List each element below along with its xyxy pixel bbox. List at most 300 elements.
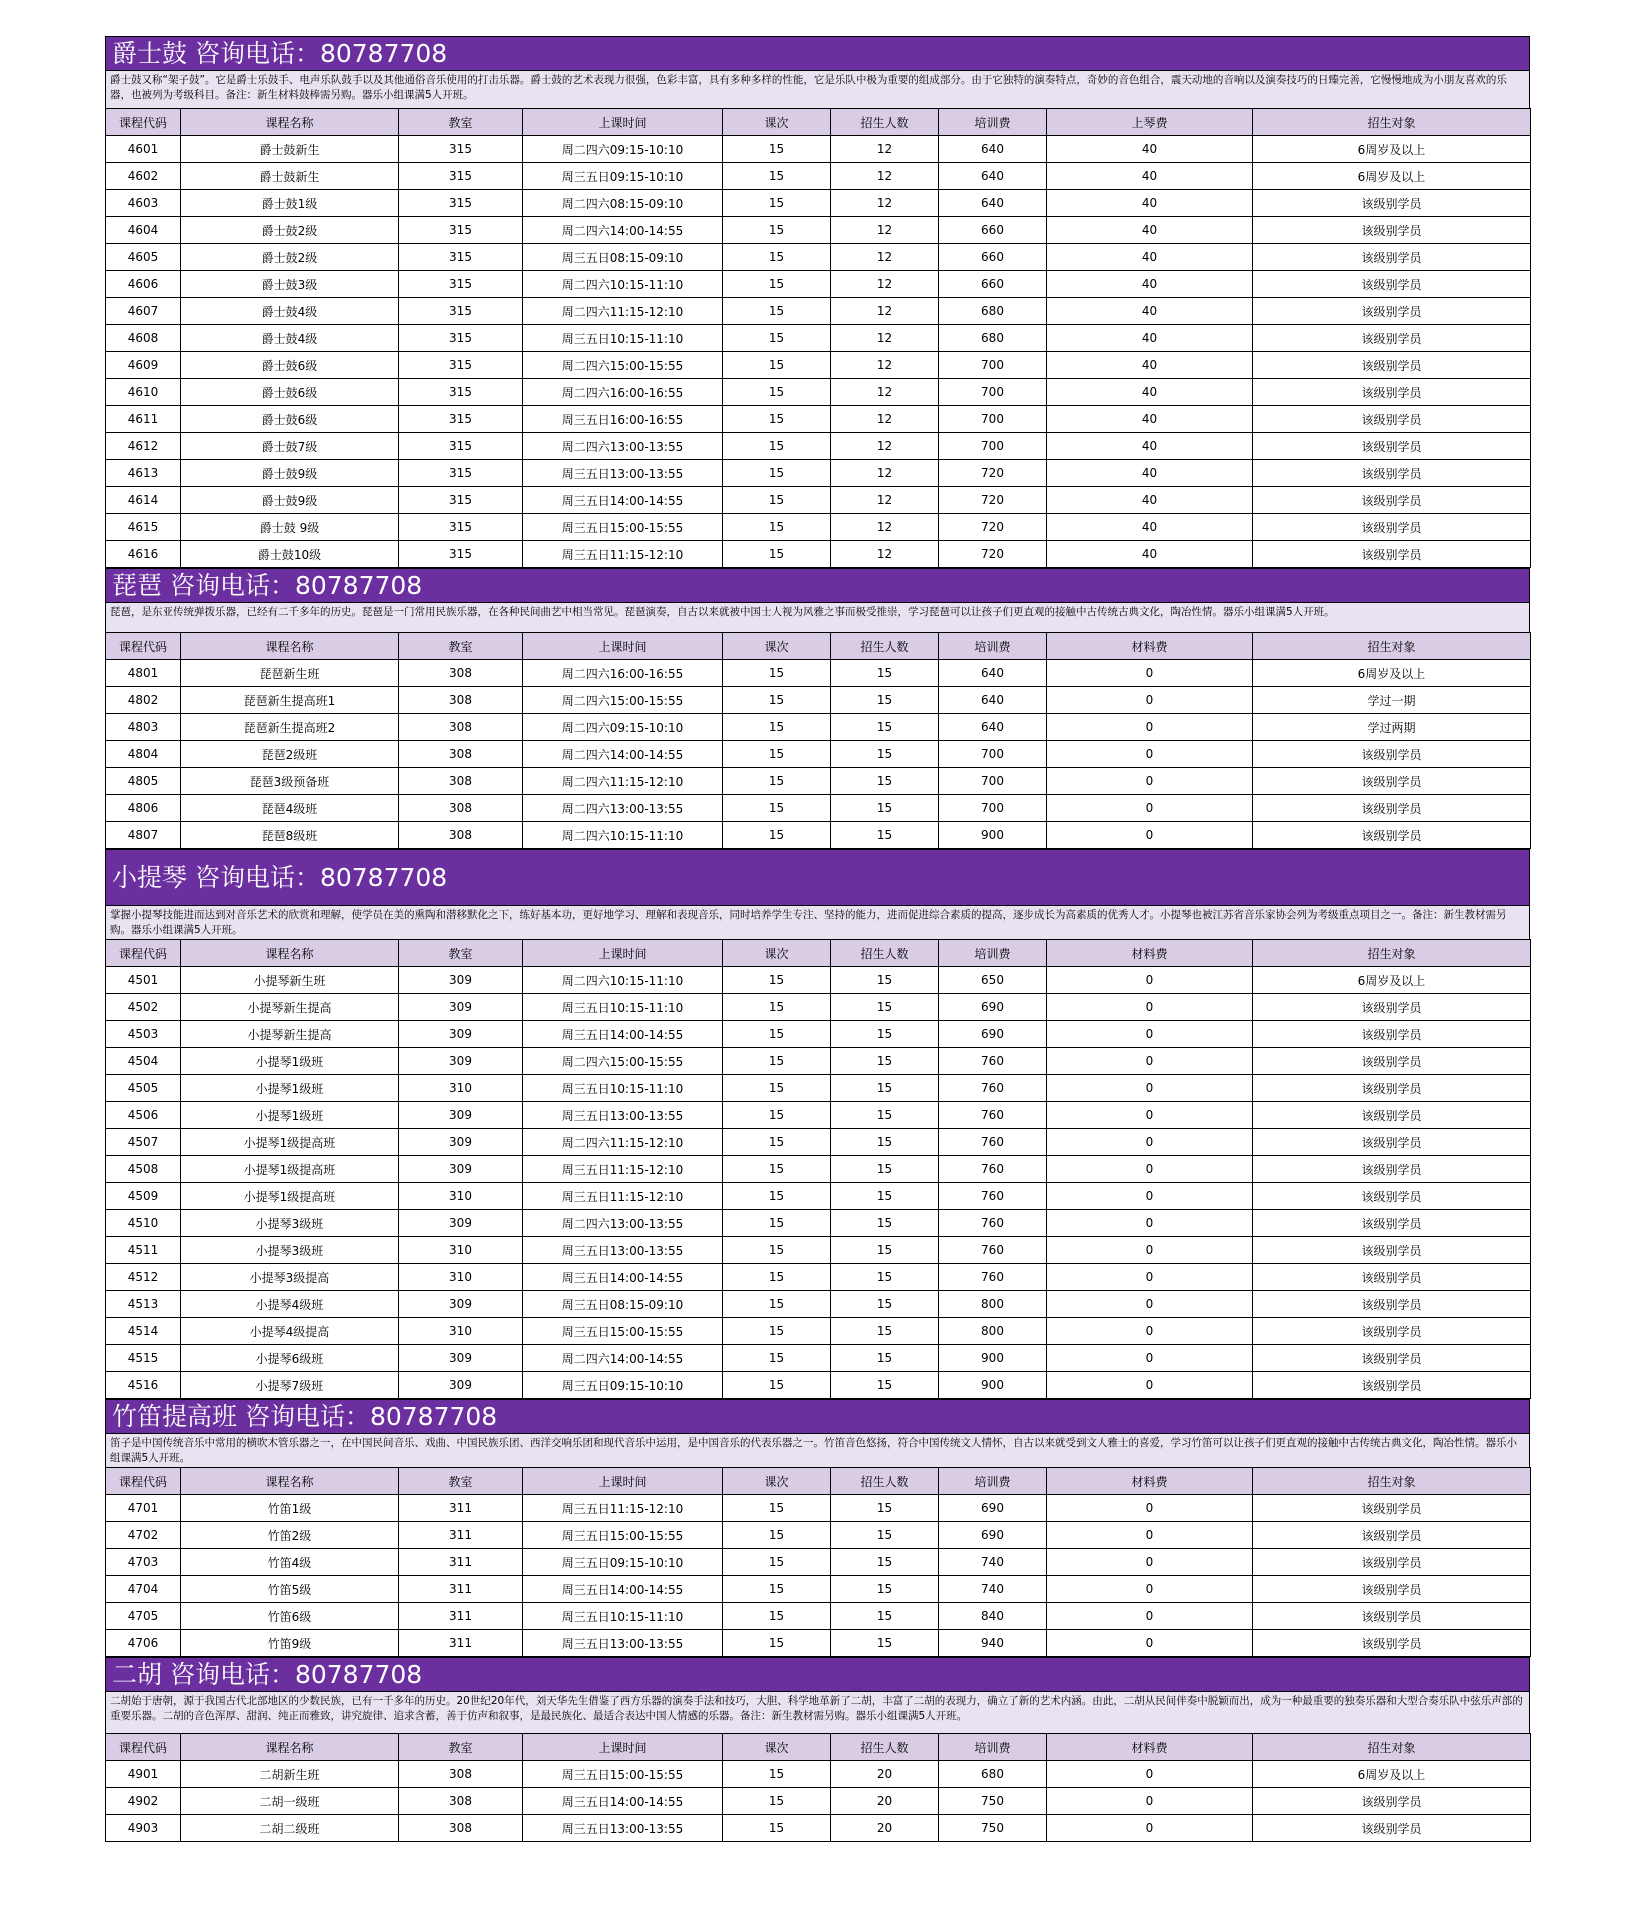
table-row bbox=[106, 406, 1531, 433]
table-cell: 周三五日14:00-14:55 bbox=[523, 487, 723, 514]
table-cell: 竹笛6级 bbox=[181, 1603, 399, 1630]
table-row bbox=[106, 1603, 1531, 1630]
table-cell: 309 bbox=[399, 1291, 523, 1318]
table-cell: 琵琶8级班 bbox=[181, 822, 399, 849]
table-cell: 周二四六14:00-14:55 bbox=[523, 1345, 723, 1372]
table-cell: 309 bbox=[399, 1156, 523, 1183]
table-row bbox=[106, 1815, 1531, 1842]
table-cell: 15 bbox=[831, 1129, 939, 1156]
column-header: 材料费 bbox=[1047, 1734, 1253, 1761]
table-cell: 该级别学员 bbox=[1253, 1522, 1531, 1549]
table-cell: 700 bbox=[939, 795, 1047, 822]
table-cell: 15 bbox=[831, 967, 939, 994]
table-cell: 20 bbox=[831, 1761, 939, 1788]
column-header: 课程名称 bbox=[181, 633, 399, 660]
table-cell: 311 bbox=[399, 1549, 523, 1576]
table-header-row bbox=[106, 1468, 1531, 1495]
table-cell: 琵琶新生班 bbox=[181, 660, 399, 687]
column-header: 课次 bbox=[723, 940, 831, 967]
table-cell: 12 bbox=[831, 190, 939, 217]
table-cell: 40 bbox=[1047, 514, 1253, 541]
table-cell: 爵士鼓7级 bbox=[181, 433, 399, 460]
table-cell: 6周岁及以上 bbox=[1253, 163, 1531, 190]
table-row bbox=[106, 1210, 1531, 1237]
table-cell: 315 bbox=[399, 217, 523, 244]
table-cell: 315 bbox=[399, 244, 523, 271]
table-cell: 周二四六15:00-15:55 bbox=[523, 1048, 723, 1075]
table-cell: 12 bbox=[831, 487, 939, 514]
table-cell: 小提琴4级班 bbox=[181, 1291, 399, 1318]
table-cell: 0 bbox=[1047, 1761, 1253, 1788]
section-description: 琵琶，是东亚传统弹拨乐器，已经有二千多年的历史。琵琶是一门常用民族乐器，在各种民间曲艺中相当常见。琵琶演奏，自古以来就被中国士人视为风雅之事而极受推崇，学习琵琶可以让孩子们更直观的接触中古传统古典文化，陶冶性情。器乐小组课满5人开班。 bbox=[105, 602, 1530, 632]
table-cell: 琵琶2级班 bbox=[181, 741, 399, 768]
table-cell: 315 bbox=[399, 541, 523, 568]
table-cell: 15 bbox=[831, 741, 939, 768]
table-cell: 15 bbox=[723, 1075, 831, 1102]
table-cell: 0 bbox=[1047, 660, 1253, 687]
table-cell: 周三五日14:00-14:55 bbox=[523, 1021, 723, 1048]
table-cell: 4608 bbox=[106, 325, 181, 352]
table-cell: 4615 bbox=[106, 514, 181, 541]
table-cell: 15 bbox=[723, 271, 831, 298]
table-cell: 琵琶4级班 bbox=[181, 795, 399, 822]
table-cell: 20 bbox=[831, 1815, 939, 1842]
table-cell: 该级别学员 bbox=[1253, 768, 1531, 795]
table-cell: 0 bbox=[1047, 1630, 1253, 1657]
table-cell: 680 bbox=[939, 298, 1047, 325]
column-header: 招生人数 bbox=[831, 1734, 939, 1761]
table-cell: 该级别学员 bbox=[1253, 514, 1531, 541]
table-cell: 15 bbox=[831, 1210, 939, 1237]
section-dizi bbox=[105, 1399, 1530, 1657]
table-cell: 0 bbox=[1047, 1102, 1253, 1129]
table-cell: 周二四六14:00-14:55 bbox=[523, 741, 723, 768]
table-cell: 740 bbox=[939, 1549, 1047, 1576]
course-table bbox=[105, 632, 1531, 849]
table-cell: 周三五日11:15-12:10 bbox=[523, 1495, 723, 1522]
table-cell: 760 bbox=[939, 1129, 1047, 1156]
table-cell: 15 bbox=[723, 163, 831, 190]
table-cell: 周二四六10:15-11:10 bbox=[523, 967, 723, 994]
table-cell: 700 bbox=[939, 352, 1047, 379]
table-cell: 4512 bbox=[106, 1264, 181, 1291]
table-cell: 0 bbox=[1047, 1021, 1253, 1048]
table-cell: 爵士鼓2级 bbox=[181, 217, 399, 244]
table-row bbox=[106, 352, 1531, 379]
table-cell: 680 bbox=[939, 1761, 1047, 1788]
table-cell: 310 bbox=[399, 1264, 523, 1291]
table-row bbox=[106, 1372, 1531, 1399]
table-row bbox=[106, 1291, 1531, 1318]
table-cell: 4806 bbox=[106, 795, 181, 822]
table-row bbox=[106, 379, 1531, 406]
table-cell: 12 bbox=[831, 406, 939, 433]
column-header: 课次 bbox=[723, 1468, 831, 1495]
table-cell: 15 bbox=[723, 967, 831, 994]
table-cell: 12 bbox=[831, 217, 939, 244]
table-cell: 周二四六16:00-16:55 bbox=[523, 379, 723, 406]
table-cell: 315 bbox=[399, 163, 523, 190]
table-cell: 311 bbox=[399, 1522, 523, 1549]
table-cell: 周三五日15:00-15:55 bbox=[523, 514, 723, 541]
table-cell: 该级别学员 bbox=[1253, 994, 1531, 1021]
table-cell: 15 bbox=[831, 1021, 939, 1048]
table-cell: 15 bbox=[831, 768, 939, 795]
table-cell: 308 bbox=[399, 795, 523, 822]
table-cell: 小提琴新生提高 bbox=[181, 994, 399, 1021]
table-cell: 15 bbox=[723, 1345, 831, 1372]
table-cell: 4612 bbox=[106, 433, 181, 460]
table-cell: 0 bbox=[1047, 1210, 1253, 1237]
table-cell: 该级别学员 bbox=[1253, 217, 1531, 244]
table-cell: 周三五日16:00-16:55 bbox=[523, 406, 723, 433]
table-cell: 40 bbox=[1047, 433, 1253, 460]
table-cell: 15 bbox=[723, 1021, 831, 1048]
table-cell: 308 bbox=[399, 660, 523, 687]
table-cell: 15 bbox=[831, 1495, 939, 1522]
table-cell: 640 bbox=[939, 687, 1047, 714]
table-cell: 0 bbox=[1047, 1495, 1253, 1522]
table-cell: 309 bbox=[399, 1129, 523, 1156]
table-cell: 15 bbox=[723, 1372, 831, 1399]
table-row bbox=[106, 1021, 1531, 1048]
table-cell: 该级别学员 bbox=[1253, 1183, 1531, 1210]
table-cell: 周二四六13:00-13:55 bbox=[523, 795, 723, 822]
table-row bbox=[106, 1630, 1531, 1657]
table-cell: 311 bbox=[399, 1495, 523, 1522]
table-cell: 0 bbox=[1047, 768, 1253, 795]
table-cell: 0 bbox=[1047, 1815, 1253, 1842]
table-cell: 40 bbox=[1047, 136, 1253, 163]
table-cell: 4606 bbox=[106, 271, 181, 298]
section-title: 爵士鼓 咨询电话：80787708 bbox=[105, 36, 1530, 70]
column-header: 课程代码 bbox=[106, 1468, 181, 1495]
table-cell: 640 bbox=[939, 714, 1047, 741]
table-cell: 310 bbox=[399, 1183, 523, 1210]
table-cell: 爵士鼓新生 bbox=[181, 136, 399, 163]
table-cell: 该级别学员 bbox=[1253, 1630, 1531, 1657]
table-cell: 15 bbox=[723, 741, 831, 768]
table-cell: 周三五日11:15-12:10 bbox=[523, 541, 723, 568]
table-cell: 4901 bbox=[106, 1761, 181, 1788]
table-cell: 周二四六11:15-12:10 bbox=[523, 298, 723, 325]
table-cell: 4802 bbox=[106, 687, 181, 714]
table-cell: 315 bbox=[399, 325, 523, 352]
table-cell: 15 bbox=[723, 1630, 831, 1657]
table-cell: 15 bbox=[831, 1183, 939, 1210]
table-cell: 0 bbox=[1047, 1291, 1253, 1318]
column-header: 培训费 bbox=[939, 1734, 1047, 1761]
table-cell: 周二四六08:15-09:10 bbox=[523, 190, 723, 217]
table-cell: 740 bbox=[939, 1576, 1047, 1603]
table-cell: 该级别学员 bbox=[1253, 1264, 1531, 1291]
table-cell: 0 bbox=[1047, 1237, 1253, 1264]
table-cell: 15 bbox=[723, 541, 831, 568]
table-cell: 309 bbox=[399, 994, 523, 1021]
table-cell: 二胡一级班 bbox=[181, 1788, 399, 1815]
table-cell: 该级别学员 bbox=[1253, 298, 1531, 325]
table-cell: 0 bbox=[1047, 822, 1253, 849]
section-title: 二胡 咨询电话：80787708 bbox=[105, 1657, 1530, 1691]
column-header: 教室 bbox=[399, 1734, 523, 1761]
table-cell: 315 bbox=[399, 298, 523, 325]
table-row bbox=[106, 1048, 1531, 1075]
table-cell: 4807 bbox=[106, 822, 181, 849]
table-cell: 该级别学员 bbox=[1253, 741, 1531, 768]
table-cell: 该级别学员 bbox=[1253, 433, 1531, 460]
table-cell: 4513 bbox=[106, 1291, 181, 1318]
table-cell: 12 bbox=[831, 433, 939, 460]
table-row bbox=[106, 768, 1531, 795]
table-cell: 周二四六10:15-11:10 bbox=[523, 271, 723, 298]
table-cell: 0 bbox=[1047, 1183, 1253, 1210]
table-cell: 900 bbox=[939, 822, 1047, 849]
course-table bbox=[105, 939, 1531, 1399]
table-cell: 15 bbox=[831, 1603, 939, 1630]
table-cell: 小提琴新生提高 bbox=[181, 1021, 399, 1048]
table-cell: 周三五日09:15-10:10 bbox=[523, 1372, 723, 1399]
column-header: 培训费 bbox=[939, 633, 1047, 660]
table-row bbox=[106, 514, 1531, 541]
table-cell: 学过两期 bbox=[1253, 714, 1531, 741]
table-cell: 爵士鼓4级 bbox=[181, 298, 399, 325]
table-cell: 640 bbox=[939, 190, 1047, 217]
table-row bbox=[106, 325, 1531, 352]
table-row bbox=[106, 1237, 1531, 1264]
table-cell: 720 bbox=[939, 460, 1047, 487]
table-cell: 竹笛9级 bbox=[181, 1630, 399, 1657]
table-cell: 690 bbox=[939, 1495, 1047, 1522]
table-cell: 小提琴1级班 bbox=[181, 1102, 399, 1129]
table-row bbox=[106, 967, 1531, 994]
table-cell: 309 bbox=[399, 1102, 523, 1129]
table-cell: 15 bbox=[723, 768, 831, 795]
table-cell: 760 bbox=[939, 1048, 1047, 1075]
table-cell: 315 bbox=[399, 352, 523, 379]
table-cell: 周三五日13:00-13:55 bbox=[523, 1102, 723, 1129]
table-cell: 309 bbox=[399, 967, 523, 994]
table-cell: 640 bbox=[939, 163, 1047, 190]
table-cell: 6周岁及以上 bbox=[1253, 660, 1531, 687]
table-cell: 0 bbox=[1047, 1156, 1253, 1183]
table-cell: 15 bbox=[831, 687, 939, 714]
table-cell: 0 bbox=[1047, 1549, 1253, 1576]
table-cell: 15 bbox=[723, 1048, 831, 1075]
table-cell: 308 bbox=[399, 768, 523, 795]
table-cell: 4504 bbox=[106, 1048, 181, 1075]
table-row bbox=[106, 1549, 1531, 1576]
table-cell: 40 bbox=[1047, 163, 1253, 190]
table-cell: 周三五日11:15-12:10 bbox=[523, 1156, 723, 1183]
section-pipa bbox=[105, 568, 1530, 849]
table-cell: 12 bbox=[831, 352, 939, 379]
table-cell: 小提琴4级提高 bbox=[181, 1318, 399, 1345]
section-description: 二胡始于唐朝，源于我国古代北部地区的少数民族，已有一千多年的历史。20世纪20年代，刘天华先生借鉴了西方乐器的演奏手法和技巧，大胆、科学地革新了二胡，丰富了二胡的表现力，确立了新的艺术内涵。由此，二胡从民间伴奏中脱颖而出，成为一种最重要的独奏乐器和大型合奏乐队中弦乐声部的重要乐器。二胡的音色浑厚、甜润、纯正而雅致，讲究旋律、追求含蓄，善于仿声和叙事，是最民族化、最适合表达中国人情感的乐器。备注：新生教材需另购。器乐小组课满5人开班。 bbox=[105, 1691, 1530, 1733]
table-cell: 该级别学员 bbox=[1253, 1603, 1531, 1630]
table-cell: 310 bbox=[399, 1075, 523, 1102]
column-header: 材料费 bbox=[1047, 1468, 1253, 1495]
table-cell: 爵士鼓 9级 bbox=[181, 514, 399, 541]
table-cell: 该级别学员 bbox=[1253, 1048, 1531, 1075]
table-cell: 15 bbox=[723, 352, 831, 379]
table-cell: 4902 bbox=[106, 1788, 181, 1815]
table-cell: 315 bbox=[399, 190, 523, 217]
column-header: 课程代码 bbox=[106, 633, 181, 660]
table-row bbox=[106, 1318, 1531, 1345]
table-cell: 900 bbox=[939, 1345, 1047, 1372]
table-cell: 小提琴1级班 bbox=[181, 1075, 399, 1102]
table-row bbox=[106, 1576, 1531, 1603]
table-cell: 小提琴1级班 bbox=[181, 1048, 399, 1075]
table-cell: 0 bbox=[1047, 967, 1253, 994]
table-cell: 小提琴1级提高班 bbox=[181, 1183, 399, 1210]
table-cell: 800 bbox=[939, 1291, 1047, 1318]
table-cell: 4603 bbox=[106, 190, 181, 217]
table-cell: 940 bbox=[939, 1630, 1047, 1657]
table-cell: 15 bbox=[723, 1129, 831, 1156]
table-cell: 0 bbox=[1047, 1345, 1253, 1372]
table-cell: 4805 bbox=[106, 768, 181, 795]
table-cell: 0 bbox=[1047, 994, 1253, 1021]
table-cell: 760 bbox=[939, 1102, 1047, 1129]
table-cell: 4514 bbox=[106, 1318, 181, 1345]
table-cell: 4506 bbox=[106, 1102, 181, 1129]
column-header: 课程代码 bbox=[106, 940, 181, 967]
table-cell: 0 bbox=[1047, 1788, 1253, 1815]
table-cell: 该级别学员 bbox=[1253, 244, 1531, 271]
table-cell: 308 bbox=[399, 1815, 523, 1842]
table-row bbox=[106, 687, 1531, 714]
table-cell: 40 bbox=[1047, 271, 1253, 298]
column-header: 教室 bbox=[399, 633, 523, 660]
table-cell: 4803 bbox=[106, 714, 181, 741]
table-cell: 15 bbox=[723, 514, 831, 541]
table-cell: 640 bbox=[939, 660, 1047, 687]
table-cell: 0 bbox=[1047, 1075, 1253, 1102]
table-cell: 4605 bbox=[106, 244, 181, 271]
table-cell: 40 bbox=[1047, 406, 1253, 433]
table-row bbox=[106, 1788, 1531, 1815]
table-cell: 308 bbox=[399, 714, 523, 741]
table-cell: 0 bbox=[1047, 1264, 1253, 1291]
table-cell: 15 bbox=[723, 1318, 831, 1345]
table-cell: 二胡新生班 bbox=[181, 1761, 399, 1788]
course-table bbox=[105, 1733, 1531, 1842]
table-cell: 0 bbox=[1047, 1372, 1253, 1399]
table-row bbox=[106, 1102, 1531, 1129]
column-header: 课程代码 bbox=[106, 1734, 181, 1761]
table-cell: 该级别学员 bbox=[1253, 1129, 1531, 1156]
table-cell: 4516 bbox=[106, 1372, 181, 1399]
table-row bbox=[106, 1129, 1531, 1156]
table-cell: 15 bbox=[723, 795, 831, 822]
table-cell: 0 bbox=[1047, 1048, 1253, 1075]
table-cell: 小提琴7级班 bbox=[181, 1372, 399, 1399]
table-cell: 该级别学员 bbox=[1253, 1210, 1531, 1237]
table-cell: 309 bbox=[399, 1210, 523, 1237]
table-row bbox=[106, 1522, 1531, 1549]
table-cell: 竹笛4级 bbox=[181, 1549, 399, 1576]
table-cell: 309 bbox=[399, 1021, 523, 1048]
table-cell: 6周岁及以上 bbox=[1253, 1761, 1531, 1788]
table-cell: 爵士鼓6级 bbox=[181, 352, 399, 379]
column-header: 材料费 bbox=[1047, 940, 1253, 967]
table-cell: 15 bbox=[831, 1237, 939, 1264]
table-header-row bbox=[106, 109, 1531, 136]
table-cell: 15 bbox=[723, 1102, 831, 1129]
table-cell: 4610 bbox=[106, 379, 181, 406]
table-cell: 4701 bbox=[106, 1495, 181, 1522]
table-cell: 4613 bbox=[106, 460, 181, 487]
table-cell: 650 bbox=[939, 967, 1047, 994]
table-cell: 周二四六11:15-12:10 bbox=[523, 1129, 723, 1156]
table-cell: 该级别学员 bbox=[1253, 406, 1531, 433]
table-cell: 310 bbox=[399, 1318, 523, 1345]
table-cell: 周三五日09:15-10:10 bbox=[523, 1549, 723, 1576]
table-row bbox=[106, 217, 1531, 244]
table-cell: 学过一期 bbox=[1253, 687, 1531, 714]
table-cell: 琵琶新生提高班2 bbox=[181, 714, 399, 741]
table-cell: 15 bbox=[723, 1788, 831, 1815]
table-cell: 40 bbox=[1047, 352, 1253, 379]
table-cell: 该级别学员 bbox=[1253, 795, 1531, 822]
table-cell: 4804 bbox=[106, 741, 181, 768]
table-cell: 15 bbox=[831, 822, 939, 849]
table-cell: 308 bbox=[399, 1788, 523, 1815]
table-cell: 15 bbox=[723, 1291, 831, 1318]
table-cell: 周三五日10:15-11:10 bbox=[523, 1603, 723, 1630]
table-cell: 4501 bbox=[106, 967, 181, 994]
table-cell: 周三五日13:00-13:55 bbox=[523, 460, 723, 487]
section-title: 小提琴 咨询电话：80787708 bbox=[105, 849, 1530, 905]
table-cell: 40 bbox=[1047, 541, 1253, 568]
table-cell: 15 bbox=[723, 687, 831, 714]
table-cell: 该级别学员 bbox=[1253, 1372, 1531, 1399]
table-cell: 800 bbox=[939, 1318, 1047, 1345]
table-row bbox=[106, 1495, 1531, 1522]
table-cell: 40 bbox=[1047, 487, 1253, 514]
table-cell: 311 bbox=[399, 1603, 523, 1630]
table-cell: 15 bbox=[723, 406, 831, 433]
table-cell: 12 bbox=[831, 514, 939, 541]
table-cell: 该级别学员 bbox=[1253, 1345, 1531, 1372]
table-cell: 760 bbox=[939, 1264, 1047, 1291]
table-cell: 4702 bbox=[106, 1522, 181, 1549]
table-cell: 15 bbox=[831, 660, 939, 687]
table-cell: 15 bbox=[723, 136, 831, 163]
table-cell: 4507 bbox=[106, 1129, 181, 1156]
table-cell: 700 bbox=[939, 433, 1047, 460]
table-cell: 15 bbox=[831, 1156, 939, 1183]
table-cell: 315 bbox=[399, 433, 523, 460]
table-cell: 小提琴1级提高班 bbox=[181, 1156, 399, 1183]
table-cell: 爵士鼓2级 bbox=[181, 244, 399, 271]
table-cell: 900 bbox=[939, 1372, 1047, 1399]
table-cell: 爵士鼓9级 bbox=[181, 460, 399, 487]
table-cell: 15 bbox=[723, 1237, 831, 1264]
table-cell: 该级别学员 bbox=[1253, 1318, 1531, 1345]
column-header: 材料费 bbox=[1047, 633, 1253, 660]
table-cell: 720 bbox=[939, 541, 1047, 568]
table-cell: 15 bbox=[723, 714, 831, 741]
table-cell: 周三五日13:00-13:55 bbox=[523, 1630, 723, 1657]
table-cell: 该级别学员 bbox=[1253, 379, 1531, 406]
table-cell: 311 bbox=[399, 1630, 523, 1657]
table-cell: 40 bbox=[1047, 379, 1253, 406]
table-cell: 4604 bbox=[106, 217, 181, 244]
table-cell: 40 bbox=[1047, 217, 1253, 244]
table-header-row bbox=[106, 940, 1531, 967]
